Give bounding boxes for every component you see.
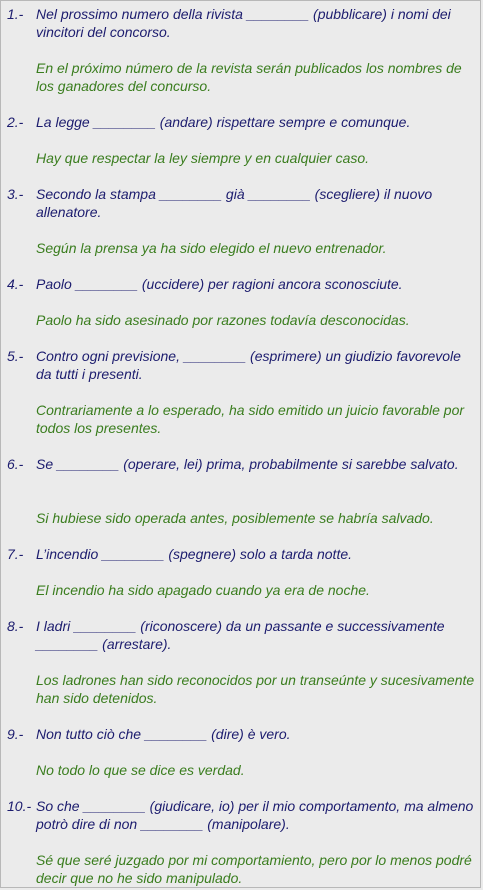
spanish-translation: Los ladrones han sido reconocidos por un transeúnte y sucesivamente han sido detenidos. xyxy=(36,672,475,706)
item-number: 5.- xyxy=(7,348,24,364)
spanish-translation: El incendio ha sido apagado cuando ya era de noche. xyxy=(36,582,370,598)
item-number: 3.- xyxy=(7,186,24,202)
italian-sentence: So che ________ (giudicare, io) per il mio comportamento, ma almeno potrò dire di non ________ (manipolare). xyxy=(36,798,474,832)
italian-sentence: Contro ogni previsione, ________ (esprimere) un giudizio favorevole da tutti i presenti. xyxy=(36,348,461,382)
item-number: 9.- xyxy=(7,726,24,742)
italian-sentence: Non tutto ciò che ________ (dire) è vero. xyxy=(36,726,291,742)
italian-sentence: Secondo la stampa ________ già ________ (scegliere) il nuovo allenatore. xyxy=(36,186,433,220)
italian-sentence: I ladri ________ (riconoscere) da un passante e successivamente ________ (arrestare). xyxy=(36,618,445,652)
spanish-translation: Hay que respectar la ley siempre y en cualquier caso. xyxy=(36,150,370,166)
item-number: 6.- xyxy=(7,456,24,472)
item-number: 1.- xyxy=(7,6,24,22)
item-number: 10.- xyxy=(7,798,32,814)
italian-sentence: Nel prossimo numero della rivista ________ (pubblicare) i nomi dei vincitori del concorso. xyxy=(36,6,451,40)
italian-sentence: Se ________ (operare, lei) prima, probabilmente si sarebbe salvato. xyxy=(36,456,459,472)
spanish-translation: No todo lo que se dice es verdad. xyxy=(36,762,245,778)
spanish-translation: Contrariamente a lo esperado, ha sido emitido un juicio favorable por todos los presentes. xyxy=(36,402,465,436)
italian-sentence: Paolo ________ (uccidere) per ragioni ancora sconosciute. xyxy=(36,276,403,292)
spanish-translation: Paolo ha sido asesinado por razones todavía desconocidas. xyxy=(36,312,410,328)
item-number: 7.- xyxy=(7,546,24,562)
spanish-translation: En el próximo número de la revista serán publicados los nombres de los ganadores del concurso. xyxy=(36,60,462,94)
spanish-translation: Si hubiese sido operada antes, posiblemente se habría salvado. xyxy=(36,510,434,526)
spanish-translation: Sé que seré juzgado por mi comportamiento, pero por lo menos podré decir que no he sido manipulado. xyxy=(36,852,472,886)
item-number: 8.- xyxy=(7,618,24,634)
italian-sentence: L’incendio ________ (spegnere) solo a tarda notte. xyxy=(36,546,353,562)
item-number: 2.- xyxy=(7,114,24,130)
spanish-translation: Según la prensa ya ha sido elegido el nuevo entrenador. xyxy=(36,240,387,256)
italian-sentence: La legge ________ (andare) rispettare sempre e comunque. xyxy=(36,114,411,130)
item-number: 4.- xyxy=(7,276,24,292)
